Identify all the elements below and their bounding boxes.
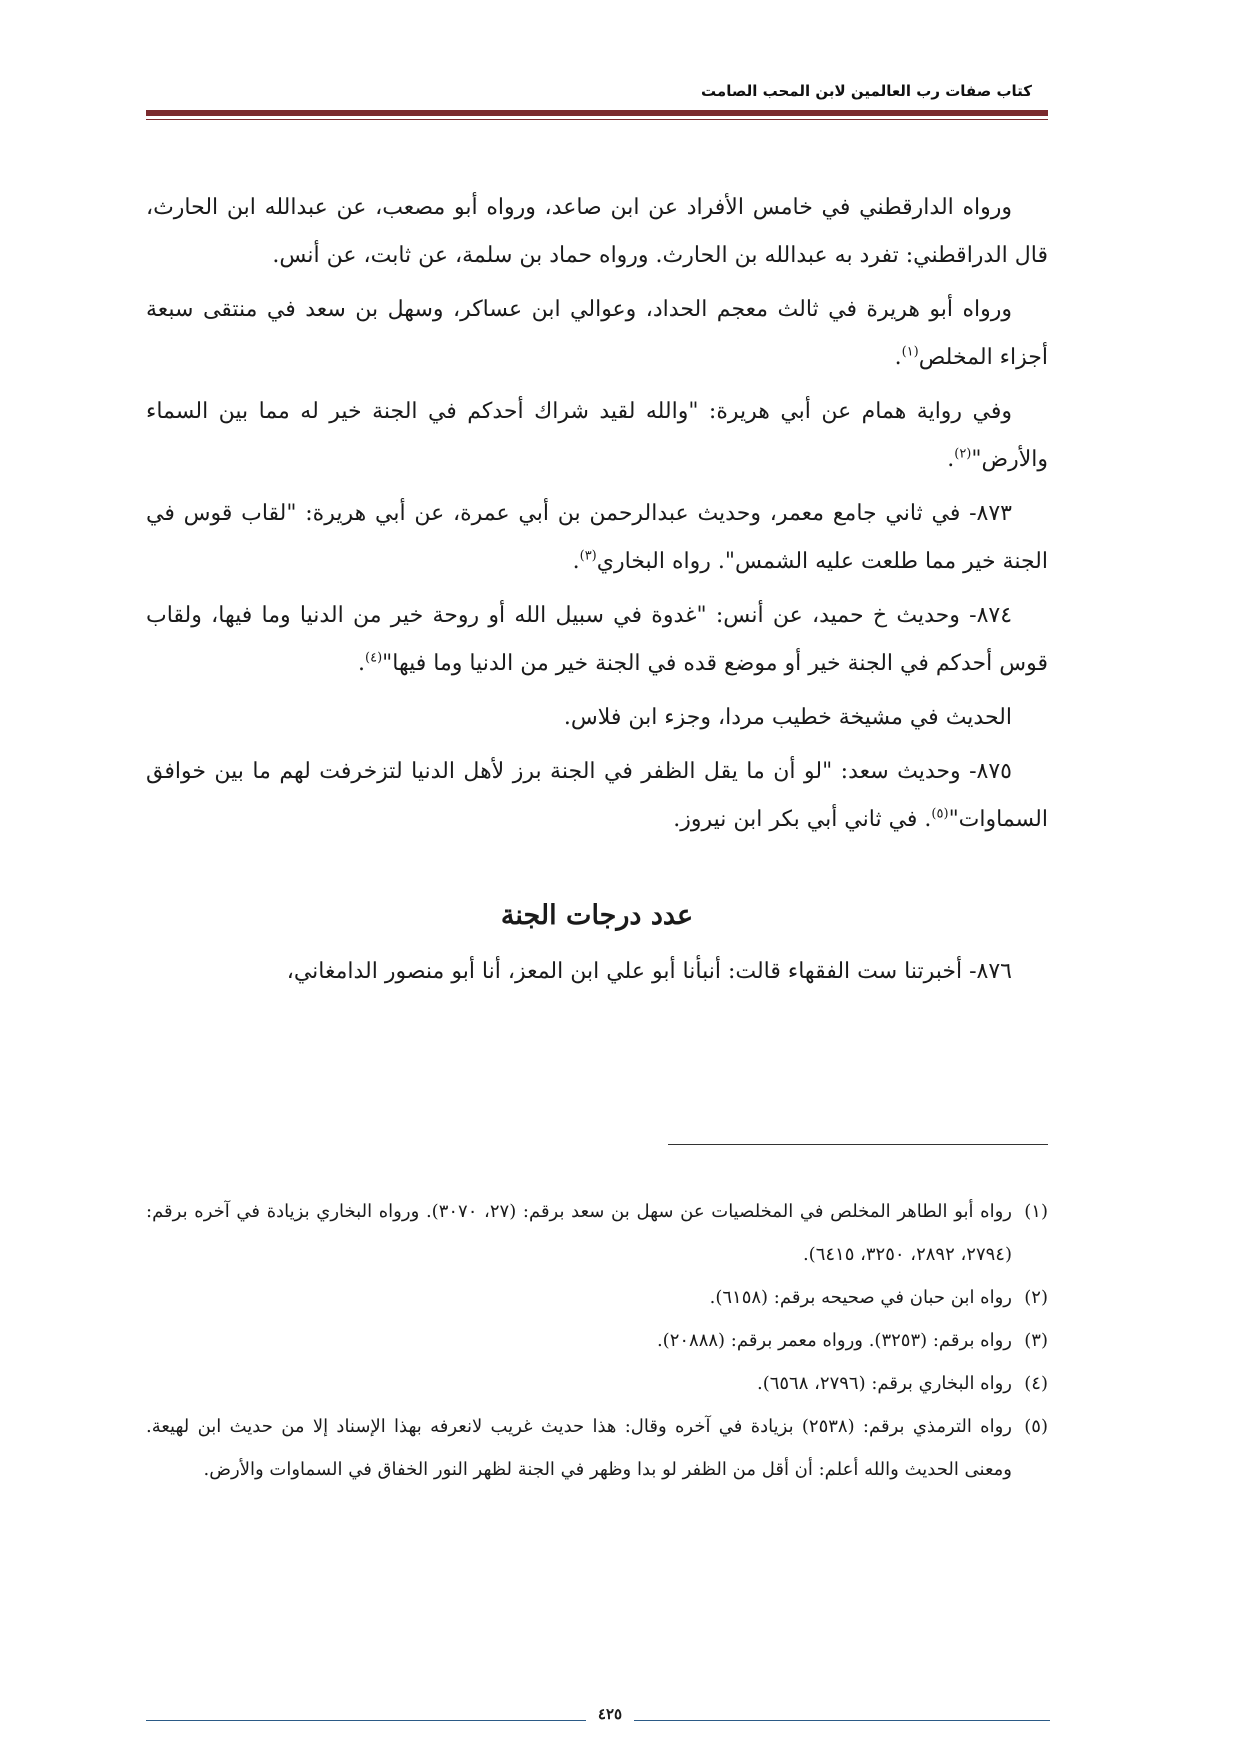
hadith-876: ٨٧٦- أخبرتنا ست الفقهاء قالت: أنبأنا أبو علي ابن المعز، أنا أبو منصور الدامغاني، — [286, 959, 1012, 984]
page-number: ٤٢٥ — [597, 1705, 623, 1723]
footnote-mark: (٢) — [1024, 1287, 1048, 1308]
footnote-5: (٥) رواه الترمذي برقم: (٢٥٣٨) بزيادة في آخره وقال: هذا حديث غريب لانعرفه بهذا الإسناد إلا من حديث ابن لهيعة. ومعنى الحديث والله أعلم: أن أقل من الظفر لو بدا وظهر في الجنة لظهر النور الخفاق في السماوات والأرض. — [146, 1405, 1048, 1491]
footnote-ref-5[interactable]: (٥) — [931, 806, 949, 822]
footnote-4: (٤) رواه البخاري برقم: (٢٧٩٦، ٦٥٦٨). — [146, 1362, 1048, 1405]
footnote-separator — [668, 1144, 1048, 1145]
hadith-873: ٨٧٣- في ثاني جامع معمر، وحديث عبدالرحمن بن أبي عمرة، عن أبي هريرة: "لقاب قوس في الجنة خير مما طلعت عليه الشمس". رواه البخاري$^{(٣)}$. — [146, 501, 1048, 574]
footnote-1: (١) رواه أبو الطاهر المخلص في المخلصيات عن سهل بن سعد برقم: (٢٧، ٣٠٧٠). ورواه البخاري بزيادة في آخره برقم: (٢٧٩٤، ٢٨٩٢، ٣٢٥٠، ٦٤١٥). — [146, 1190, 1048, 1276]
paragraph-3: وفي رواية همام عن أبي هريرة: "والله لقيد شراك أحدكم في الجنة خير له مما بين السماء والأرض"$^{(٢)}$. — [146, 399, 1048, 472]
header-rule-thin — [146, 119, 1048, 120]
footnote-mark: (١) — [1024, 1201, 1048, 1222]
section-heading: عدد درجات الجنة — [500, 900, 694, 931]
main-text — [146, 184, 1048, 1002]
running-header-title: كتاب صفات رب العالمين لابن المحب الصامت — [701, 82, 1032, 100]
footer-rule-right — [634, 1720, 1050, 1721]
footnote-mark: (٥) — [1024, 1416, 1048, 1437]
footnote-ref-2[interactable]: (٢) — [954, 446, 972, 462]
footer-rule-left — [146, 1720, 586, 1721]
hadith-874: ٨٧٤- وحديث خ حميد، عن أنس: "غدوة في سبيل الله أو روحة خير من الدنيا وما فيها، ولقاب قوس أحدكم في الجنة خير أو موضع قده في الجنة خير من الدنيا وما فيها"$^{(٤)}$. — [146, 603, 1048, 676]
paragraph-sources: الحديث في مشيخة خطيب مردا، وجزء ابن فلاس. — [563, 705, 1012, 730]
footnote-mark: (٤) — [1024, 1373, 1048, 1394]
footnote-ref-1[interactable]: (١) — [901, 344, 919, 360]
footnotes — [146, 1190, 1048, 1491]
footnote-mark: (٣) — [1024, 1330, 1048, 1351]
paragraph-1: ورواه الدارقطني في خامس الأفراد عن ابن صاعد، ورواه أبو مصعب، عن عبدالله ابن الحارث، قال الدراقطني: تفرد به عبدالله بن الحارث. ورواه حماد بن سلمة، عن ثابت، عن أنس. — [146, 195, 1048, 268]
paragraph-2: ورواه أبو هريرة في ثالث معجم الحداد، وعوالي ابن عساكر، وسهل بن سعد في منتقى سبعة أجزاء المخلص$^{(١)}$. — [146, 297, 1048, 370]
footnote-3: (٣) رواه برقم: (٣٢٥٣). ورواه معمر برقم: (٢٠٨٨٨). — [146, 1319, 1048, 1362]
header-rule — [146, 110, 1048, 116]
hadith-875: ٨٧٥- وحديث سعد: "لو أن ما يقل الظفر في الجنة برز لأهل الدنيا لتزخرفت لهم ما بين خوافق السماوات"$^{(٥)}$. في ثاني أبي بكر ابن نيروز. — [146, 759, 1048, 832]
footnote-2: (٢) رواه ابن حبان في صحيحه برقم: (٦١٥٨). — [146, 1276, 1048, 1319]
footnote-ref-4[interactable]: (٤) — [365, 650, 383, 666]
footnote-ref-3[interactable]: (٣) — [579, 548, 597, 564]
